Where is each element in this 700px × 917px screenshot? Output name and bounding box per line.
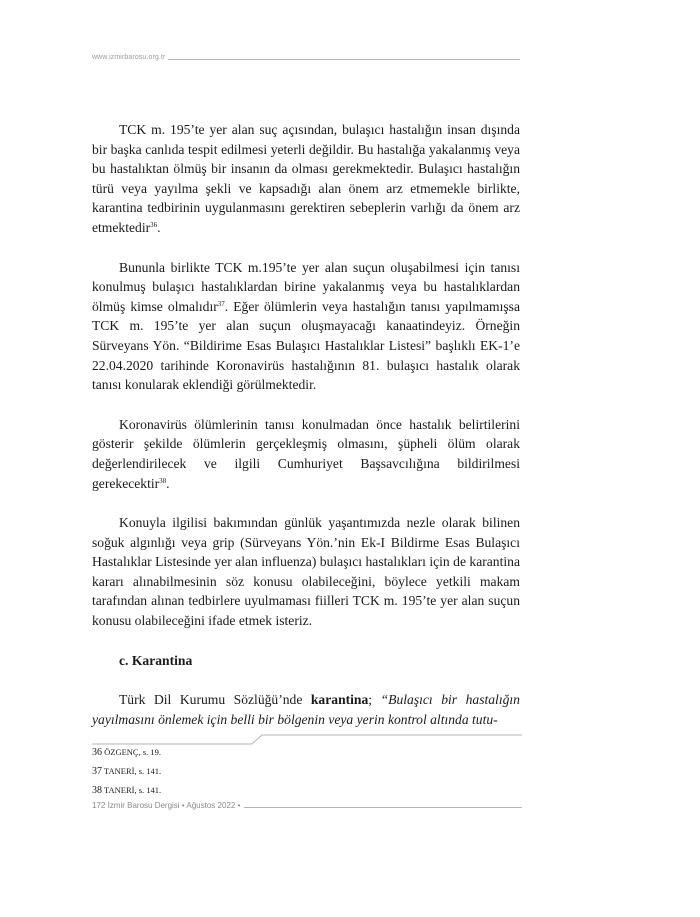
page-header [92,54,520,66]
footer-text: 172 İzmir Barosu Dergisi • Ağustos 2022 • [92,801,244,810]
footnotes [92,746,520,803]
page-footer [92,801,522,813]
footnote-ref-37: 37 [217,299,225,308]
footnote-37: 37 TANERİ, s. 141. [92,766,162,777]
footnote-ref-38: 38 [159,476,167,485]
footnote-rule [92,733,522,745]
paragraph-1: TCK m. 195’te yer alan suç açısından, bulaşıcı hastalığın insan dışında bir başka canlıda tespit edilmesi yeterli değildir. Bu hastalığa yakalanmış veya bu hastalıktan ölmüş bir insanın da olması gerekmektedir. Bulaşıcı hastalığın türü veya yayılma şekli ve kapsadığı alan önem arz etmemekle birlikte, karantina tedbirinin uygulanmasını gerektiren sebeplerin varlığı da önem arz etmektedir$^{36}$. [92,122,520,235]
header-url: www.izmirbarosu.org.tr [92,54,168,61]
footnote-36: 36 ÖZGENÇ, s. 19. [92,747,162,758]
footnote-38: 38 TANERİ, s. 141. [92,785,162,796]
paragraph-5: Türk Dil Kurumu Sözlüğü’nde karantina; “Bulaşıcı bir hastalığın yayılmasını önlemek için belli bir bölgenin veya yerin kontrol altında tutu- [92,692,520,727]
term-karantina: karantina [310,692,369,708]
paragraph-4: Konuyla ilgilisi bakımından günlük yaşantımızda nezle olarak bilinen soğuk algınlığı veya grip (Sürveyans Yön.’nin Ek-I Bildirme Esas Bulaşıcı Hastalıklar Listesinde yer alan influenza) bulaşıcı hastalıkları için de karantina kararı alınabilmesinin söz konusu olabileceğini, böylece yetkili makam tarafından alınan tedbirlere uyulmaması fiilleri TCK m. 195’te yer alan suçun konusu olabileceğini ifade etmek isteriz. [92,515,520,629]
footnote-ref-36: 36 [150,220,158,229]
dictionary-quote: “Bulaşıcı bir hastalığın yayılmasını önlemek için belli bir bölgenin veya yerin kontrol altında tutu- [92,692,520,727]
paragraph-2: Bununla birlikte TCK m.195’te yer alan suçun oluşabilmesi için tanısı konulmuş bulaşıcı hastalıklardan birine yakalanmış veya bu hastalıklardan ölmüş kimse olmalıdır$^{37}$. Eğer ölümlerin veya hastalığın tanısı yapılmamışsa TCK m. 195’te yer alan suçun oluşmayacağı kanaatindeyiz. Örneğin Sürveyans Yön. “Bildirime Esas Bulaşıcı Hastalıklar Listesi” başlıklı EK-1’e 22.04.2020 tarihinde Koronavirüs hastalığının 81. bulaşıcı hastalık olarak tanısı konularak eklendiği görülmektedir. [92,259,520,393]
paragraph-3: Koronavirüs ölümlerinin tanısı konulmadan önce hastalık belirtilerini gösterir şekilde ölümlerin gerçekleşmiş olmasını, şüpheli ölüm olarak değerlendirilecek ve ilgili Cumhuriyet Başsavcılığına bildirilmesi gerekecektir$^{38}$. [92,416,520,491]
section-heading: c. Karantina [119,652,193,668]
body-text [92,120,520,749]
